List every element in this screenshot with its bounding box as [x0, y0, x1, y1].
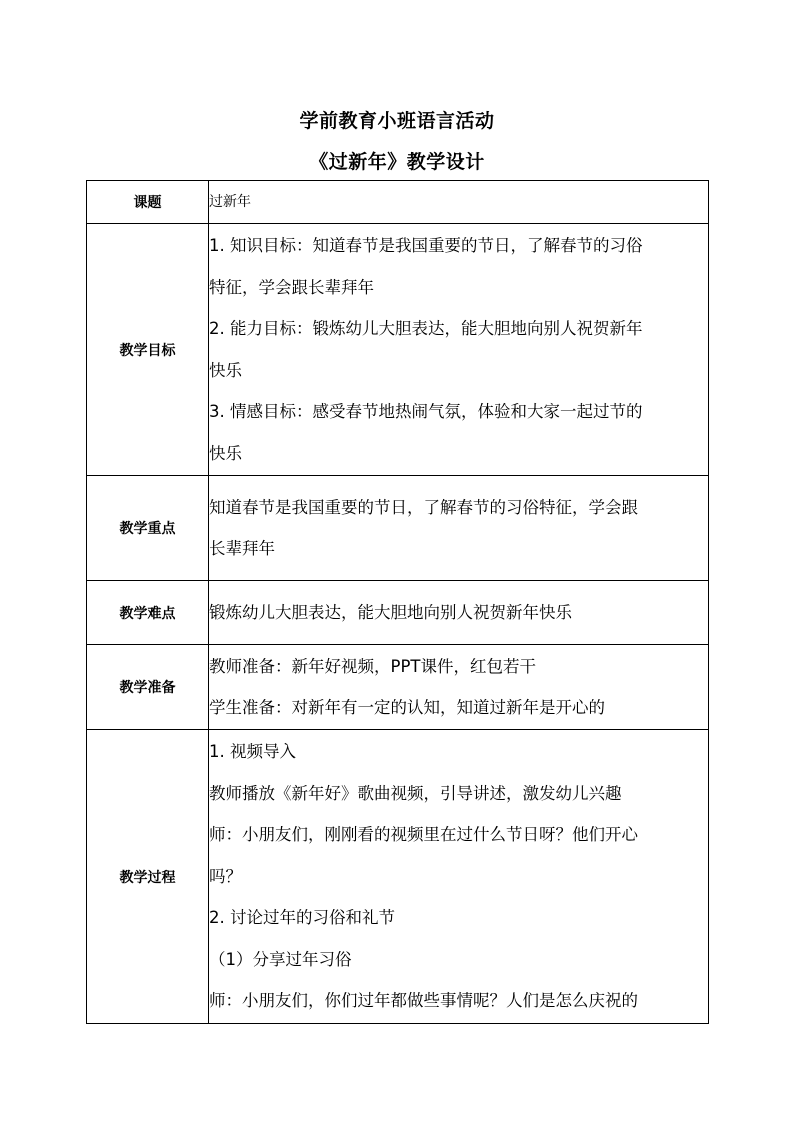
table-row-preparation [87, 645, 709, 730]
row-header-preparation: 教学准备 [87, 645, 209, 730]
row-header-objectives: 教学目标 [87, 224, 209, 476]
row-content-key-points [209, 476, 709, 581]
content-line: 2. 能力目标：锻炼幼儿大胆表达，能大胆地向别人祝贺新年 [209, 319, 643, 338]
content-line: 教师准备：新年好视频，PPT课件，红包若干 [209, 656, 536, 676]
row-content-difficulties [209, 581, 709, 645]
lesson-plan-table [86, 180, 709, 1024]
content-line: 长辈拜年 [209, 539, 275, 558]
content-line: 快乐 [209, 360, 242, 380]
document-title: 学前教育小班语言活动 [299, 110, 495, 132]
row-header-difficulties: 教学难点 [87, 581, 209, 645]
content-line: 师：小朋友们，刚刚看的视频里在过什么节日呀？他们开心 [209, 825, 638, 845]
table-row-topic [87, 181, 709, 224]
content-line: 过新年 [209, 194, 251, 210]
content-line: 3. 情感目标：感受春节地热闹气氛，体验和大家一起过节的 [209, 402, 643, 421]
content-line: 知道春节是我国重要的节日，了解春节的习俗特征，学会跟 [209, 497, 638, 517]
document-subtitle: 《过新年》教学设计 [309, 151, 485, 173]
content-line: （1）分享过年习俗 [209, 949, 352, 969]
row-content-topic [209, 181, 709, 224]
content-line: 1. 视频导入 [209, 742, 296, 762]
content-line: 吗？ [209, 866, 242, 886]
content-line: 学生准备：对新年有一定的认知，知道过新年是开心的 [209, 698, 605, 717]
row-content-preparation [209, 645, 709, 730]
content-line: 教师播放《新年好》歌曲视频，引导讲述，激发幼儿兴趣 [209, 783, 622, 803]
row-content-process [209, 730, 709, 1024]
content-line: 1. 知识目标：知道春节是我国重要的节日，了解春节的习俗 [209, 236, 643, 255]
row-content-objectives [209, 224, 709, 476]
content-line: 锻炼幼儿大胆表达，能大胆地向别人祝贺新年快乐 [209, 602, 572, 622]
table-row-objectives [87, 224, 709, 476]
content-line: 2. 讨论过年的习俗和礼节 [209, 908, 395, 928]
table-row-process [87, 730, 709, 1024]
table-row-difficulties [87, 581, 709, 645]
content-line: 快乐 [209, 443, 242, 463]
content-line: 特征，学会跟长辈拜年 [209, 277, 374, 297]
row-header-topic: 课题 [87, 181, 209, 224]
content-line: 师：小朋友们，你们过年都做些事情呢？人们是怎么庆祝的 [209, 991, 638, 1011]
row-header-key-points: 教学重点 [87, 476, 209, 581]
table-row-key-points [87, 476, 709, 581]
row-header-process: 教学过程 [87, 730, 209, 1024]
